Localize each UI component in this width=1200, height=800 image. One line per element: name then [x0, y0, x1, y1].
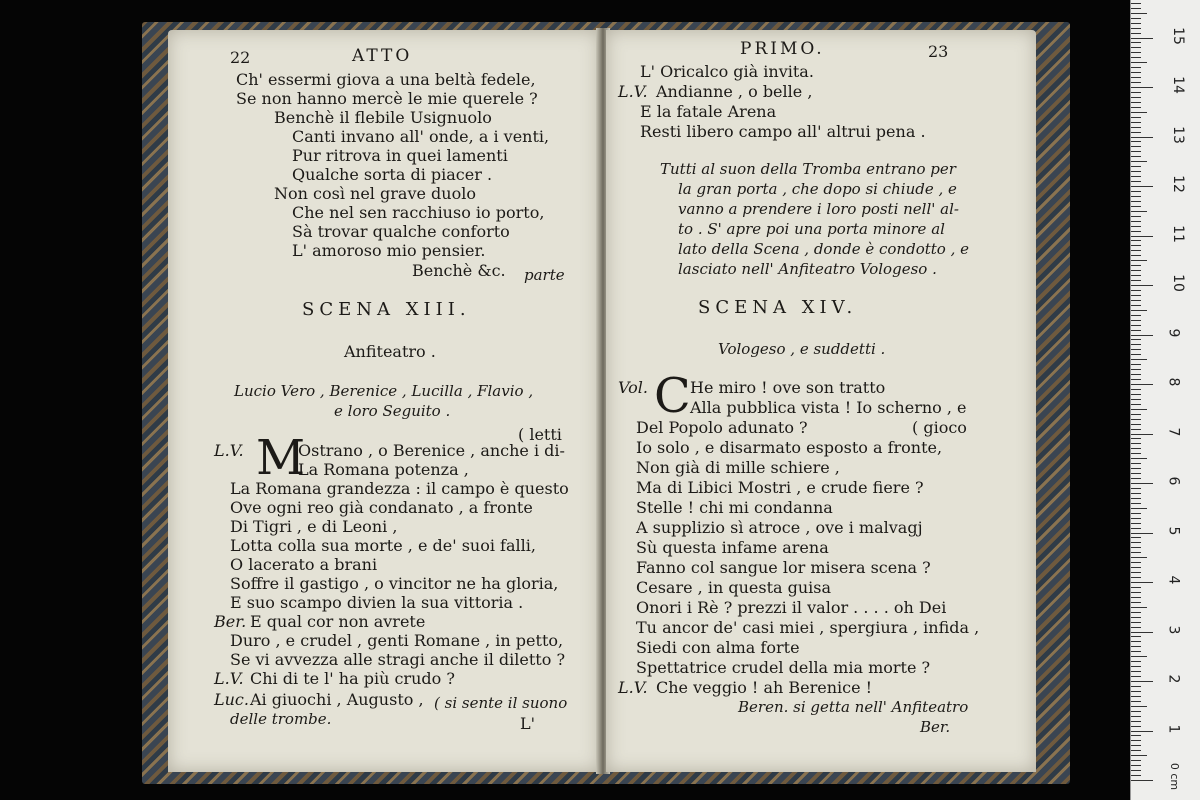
speaker-label: L.V.: [618, 678, 648, 697]
ruler-tick: [1131, 542, 1141, 543]
ruler-tick: [1131, 661, 1141, 662]
speaker-label: L.V.: [214, 669, 244, 688]
ruler-tick: [1131, 335, 1153, 336]
ruler-tick: [1131, 141, 1141, 142]
left-page: [168, 30, 600, 772]
stage-direction: lato della Scena , donde è condotto , e: [678, 240, 969, 258]
ruler-tick: [1131, 176, 1141, 177]
verse-line: Non già di mille schiere ,: [636, 458, 840, 477]
ruler-tick: [1131, 181, 1141, 182]
verse-line: O lacerato a brani: [230, 555, 378, 574]
ruler-tick: [1131, 632, 1153, 633]
ruler-tick: [1131, 231, 1141, 232]
verse-line: Chi di te l' ha più crudo ?: [250, 669, 455, 688]
verse-line: Se vi avvezza alle stragi anche il diletto ?: [230, 650, 566, 669]
ruler-tick: [1131, 137, 1153, 138]
ruler-tick: [1131, 612, 1141, 613]
ruler-tick: [1131, 681, 1153, 682]
ruler-tick: [1131, 627, 1141, 628]
ruler-tick: [1131, 557, 1147, 558]
stage-direction: lasciato nell' Anfiteatro Vologeso .: [678, 260, 937, 278]
ruler-tick: [1131, 463, 1141, 464]
ruler-tick: [1131, 518, 1141, 519]
ruler-tick: [1131, 770, 1141, 771]
ruler-tick: [1131, 28, 1141, 29]
ruler-tick: [1131, 330, 1141, 331]
overflow-word: ( gioco: [912, 418, 967, 437]
ruler-tick: [1131, 151, 1141, 152]
ruler-tick: [1131, 488, 1141, 489]
ruler-number: 7: [1165, 427, 1182, 436]
ruler-tick: [1131, 760, 1141, 761]
verse-line: Pur ritrova in quei lamenti: [292, 146, 508, 165]
verse-line: Alla pubblica vista ! Io scherno , e: [690, 398, 967, 417]
ruler-tick: [1131, 285, 1153, 286]
ruler-tick: [1131, 523, 1141, 524]
ruler-tick: [1131, 775, 1141, 776]
ruler-number: 8: [1165, 377, 1182, 387]
verse-line: Andianne , o belle ,: [656, 82, 813, 101]
verse-line: L' Oricalco già invita.: [640, 62, 814, 81]
ruler-tick: [1131, 87, 1153, 88]
stage-direction: Tutti al suon della Tromba entrano per: [660, 160, 956, 178]
ruler-tick: [1131, 691, 1141, 692]
running-head-right: PRIMO.: [740, 39, 825, 59]
ruler-tick: [1131, 33, 1141, 34]
ruler-tick: [1131, 780, 1153, 781]
ruler-tick: [1131, 290, 1141, 291]
ruler-tick: [1131, 62, 1147, 63]
speaker-label: Ber.: [214, 612, 247, 631]
drop-cap-c: C: [654, 368, 691, 424]
ruler-tick: [1131, 196, 1141, 197]
ruler-tick: [1131, 597, 1141, 598]
ruler-tick: [1131, 587, 1141, 588]
ruler-tick: [1131, 23, 1141, 24]
catchword: Ber.: [920, 718, 951, 736]
ruler-tick: [1131, 646, 1141, 647]
ruler-tick: [1131, 503, 1141, 504]
verse-line: Benchè &c.: [412, 261, 506, 280]
verse-line: Tu ancor de' casi miei , spergiura , infida ,: [636, 618, 980, 637]
ruler-tick: [1131, 211, 1147, 212]
right-page: [606, 30, 1036, 772]
ruler-number: 5: [1165, 526, 1182, 535]
ruler-tick: [1131, 602, 1141, 603]
ruler-tick: [1131, 508, 1147, 509]
ruler-tick: [1131, 52, 1141, 53]
page-number-left: 22: [230, 48, 251, 67]
ruler-tick: [1131, 389, 1141, 390]
ruler-tick: [1131, 448, 1141, 449]
ruler-tick: [1131, 305, 1141, 306]
verse-line: Ai giuochi , Augusto ,: [250, 690, 424, 709]
ruler-number: 6: [1165, 476, 1182, 486]
ruler-tick: [1131, 127, 1141, 128]
stage-direction: la gran porta , che dopo si chiude , e: [678, 180, 957, 198]
verse-line: Onori i Rè ? prezzi il valor . . . . oh Dei: [636, 598, 947, 617]
ruler-tick: [1131, 731, 1153, 732]
ruler-number: 12: [1169, 175, 1186, 193]
verse-line: Io solo , e disarmato esposto a fronte,: [636, 438, 943, 457]
ruler-tick: [1131, 201, 1141, 202]
ruler-tick: [1131, 122, 1141, 123]
ruler-tick: [1131, 354, 1141, 355]
catchword: L': [520, 714, 536, 733]
ruler-tick: [1131, 636, 1141, 637]
ruler-tick: [1131, 240, 1141, 241]
ruler-tick: [1131, 617, 1141, 618]
ruler-tick: [1131, 325, 1141, 326]
verse-line: Ove ogni reo già condanato , a fronte: [230, 498, 533, 517]
ruler-tick: [1131, 483, 1153, 484]
ruler-tick: [1131, 102, 1141, 103]
character-list: Lucio Vero , Berenice , Lucilla , Flavio ,: [234, 382, 534, 400]
ruler-tick: [1131, 374, 1141, 375]
ruler-tick: [1131, 701, 1141, 702]
ruler-tick: [1131, 671, 1141, 672]
ruler-tick: [1131, 191, 1141, 192]
verse-line: E suo scampo divien la sua vittoria .: [230, 593, 524, 612]
ruler-tick: [1131, 686, 1141, 687]
ruler-number: 15: [1169, 26, 1186, 45]
ruler-tick: [1131, 42, 1141, 43]
ruler-tick: [1131, 132, 1141, 133]
verse-line: Canti invano all' onde, a i venti,: [292, 127, 550, 146]
ruler-tick: [1131, 443, 1141, 444]
ruler-tick: [1131, 216, 1141, 217]
ruler-tick: [1131, 498, 1141, 499]
verse-line: Ostrano , o Berenice , anche i di-: [298, 441, 565, 460]
ruler-tick: [1131, 750, 1141, 751]
ruler-tick: [1131, 38, 1153, 39]
ruler-tick: [1131, 651, 1141, 652]
ruler-tick: [1131, 349, 1141, 350]
ruler-tick: [1131, 260, 1147, 261]
ruler-tick: [1131, 280, 1141, 281]
verse-line: Soffre il gastigo , o vincitor ne ha gloria,: [230, 574, 559, 593]
ruler-number: 13: [1169, 125, 1186, 144]
ruler-tick: [1131, 533, 1153, 534]
ruler-tick: [1131, 562, 1141, 563]
speaker-label: Luc.: [214, 690, 249, 709]
ruler-tick: [1131, 77, 1141, 78]
ruler-tick: [1131, 186, 1153, 187]
ruler-tick: [1131, 339, 1141, 340]
page-number-right: 23: [928, 42, 949, 61]
ruler-tick: [1131, 740, 1141, 741]
ruler-tick: [1131, 537, 1141, 538]
ruler-tick: [1131, 755, 1147, 756]
ruler-tick: [1131, 696, 1141, 697]
ruler-tick: [1131, 414, 1141, 415]
ruler-tick: [1131, 13, 1147, 14]
verse-line: Che veggio ! ah Berenice !: [656, 678, 873, 697]
scene-heading-xiii: SCENA XIII.: [302, 299, 471, 320]
measurement-ruler: [1130, 0, 1200, 800]
verse-line: Benchè il flebile Usignuolo: [274, 108, 492, 127]
verse-line: L' amoroso mio pensier.: [292, 241, 486, 260]
ruler-tick: [1131, 3, 1141, 4]
verse-line: Duro , e crudel , genti Romane , in petto,: [230, 631, 564, 650]
ruler-tick: [1131, 409, 1147, 410]
ruler-tick: [1131, 275, 1141, 276]
ruler-tick: [1131, 250, 1141, 251]
verse-line: Spettatrice crudel della mia morte ?: [636, 658, 931, 677]
ruler-tick: [1131, 67, 1141, 68]
ruler-tick: [1131, 434, 1153, 435]
ruler-tick: [1131, 166, 1141, 167]
stage-direction: delle trombe.: [230, 710, 332, 728]
ruler-tick: [1131, 379, 1141, 380]
verse-line: Sù questa infame arena: [636, 538, 829, 557]
verse-line: Fanno col sangue lor misera scena ?: [636, 558, 931, 577]
ruler-tick: [1131, 547, 1141, 548]
ruler-tick: [1131, 404, 1141, 405]
ruler-tick: [1131, 255, 1141, 256]
verse-line: Di Tigri , e di Leoni ,: [230, 517, 398, 536]
ruler-number: 2: [1165, 674, 1182, 684]
ruler-tick: [1131, 92, 1141, 93]
ruler-tick: [1131, 394, 1141, 395]
ruler-tick: [1131, 438, 1141, 439]
ruler-tick: [1131, 706, 1147, 707]
ruler-number: 14: [1169, 76, 1186, 94]
ruler-tick: [1131, 245, 1141, 246]
verse-line: Del Popolo adunato ?: [636, 418, 808, 437]
ruler-tick: [1131, 265, 1141, 266]
verse-line: Sà trovar qualche conforto: [292, 222, 510, 241]
ruler-number: 11: [1169, 224, 1186, 243]
ruler-tick: [1131, 656, 1147, 657]
ruler-number: 0 cm: [1168, 762, 1182, 791]
speaker-label: L.V.: [618, 82, 648, 101]
ruler-tick: [1131, 607, 1147, 608]
ruler-tick: [1131, 161, 1147, 162]
ruler-tick: [1131, 429, 1141, 430]
ruler-tick: [1131, 364, 1141, 365]
ruler-tick: [1131, 97, 1141, 98]
verse-line: Se non hanno mercè le mie querele ?: [236, 89, 538, 108]
ruler-tick: [1131, 567, 1141, 568]
ruler-tick: [1131, 478, 1141, 479]
ruler-tick: [1131, 270, 1141, 271]
ruler-tick: [1131, 458, 1147, 459]
ruler-tick: [1131, 528, 1141, 529]
ruler-tick: [1131, 582, 1153, 583]
verse-line: La Romana potenza ,: [298, 460, 469, 479]
ruler-tick: [1131, 369, 1141, 370]
verse-line: Siedi con alma forte: [636, 638, 800, 657]
ruler-tick: [1131, 82, 1141, 83]
ruler-tick: [1131, 295, 1141, 296]
ruler-tick: [1131, 745, 1141, 746]
ruler-number: 1: [1165, 724, 1182, 733]
ruler-tick: [1131, 641, 1141, 642]
scene-setting: Anfiteatro .: [344, 342, 436, 361]
verse-line: Qualche sorta di piacer .: [292, 165, 493, 184]
ruler-tick: [1131, 493, 1141, 494]
stage-direction: vanno a prendere i loro posti nell' al-: [678, 200, 959, 218]
overflow-word: ( letti: [518, 425, 562, 444]
ruler-tick: [1131, 399, 1141, 400]
ruler-tick: [1131, 622, 1141, 623]
stage-direction: to . S' apre poi una porta minore al: [678, 220, 945, 238]
stage-direction: Beren. si getta nell' Anfiteatro: [738, 698, 969, 716]
ruler-tick: [1131, 473, 1141, 474]
ruler-tick: [1131, 117, 1141, 118]
scene-heading-xiv: SCENA XIV.: [698, 297, 858, 318]
verse-line: Lotta colla sua morte , e de' suoi falli,: [230, 536, 536, 555]
verse-line: A supplizio sì atroce , ove i malvagj: [636, 518, 923, 537]
ruler-number: 4: [1165, 575, 1182, 585]
ruler-tick: [1131, 112, 1147, 113]
verse-line: Ch' essermi giova a una beltà fedele,: [236, 70, 536, 89]
ruler-tick: [1131, 8, 1141, 9]
verse-line: Non così nel grave duolo: [274, 184, 476, 203]
verse-line: E la fatale Arena: [640, 102, 777, 121]
speaker-label: L.V.: [214, 441, 244, 460]
ruler-tick: [1131, 171, 1141, 172]
ruler-tick: [1131, 765, 1141, 766]
ruler-tick: [1131, 107, 1141, 108]
ruler-tick: [1131, 236, 1153, 237]
ruler-tick: [1131, 666, 1141, 667]
ruler-tick: [1131, 453, 1141, 454]
ruler-tick: [1131, 57, 1141, 58]
ruler-tick: [1131, 47, 1141, 48]
ruler-number: 3: [1165, 625, 1182, 634]
ruler-tick: [1131, 310, 1147, 311]
ruler-tick: [1131, 359, 1147, 360]
ruler-tick: [1131, 18, 1141, 19]
verse-line: Che nel sen racchiuso io porto,: [292, 203, 545, 222]
ruler-tick: [1131, 468, 1141, 469]
character-list-cont: e loro Seguito .: [334, 402, 451, 420]
ruler-tick: [1131, 226, 1141, 227]
ruler-tick: [1131, 72, 1141, 73]
ruler-tick: [1131, 577, 1141, 578]
ruler-tick: [1131, 206, 1141, 207]
character-list: Vologeso , e suddetti .: [718, 340, 886, 358]
ruler-tick: [1131, 676, 1141, 677]
verse-line: La Romana grandezza : il campo è questo: [230, 479, 569, 498]
ruler-tick: [1131, 221, 1141, 222]
ruler-tick: [1131, 552, 1141, 553]
stage-direction-parte: parte: [524, 266, 565, 284]
drop-cap-m: M: [256, 430, 306, 486]
ruler-tick: [1131, 592, 1141, 593]
ruler-tick: [1131, 424, 1141, 425]
ruler-tick: [1131, 315, 1141, 316]
ruler-tick: [1131, 572, 1141, 573]
speaker-label: Vol.: [618, 378, 648, 397]
stage-direction: ( si sente il suono: [434, 694, 568, 712]
verse-line: He miro ! ove son tratto: [690, 378, 886, 397]
ruler-tick: [1131, 419, 1141, 420]
ruler-tick: [1131, 384, 1153, 385]
ruler-tick: [1131, 156, 1141, 157]
ruler-number: 9: [1165, 328, 1182, 337]
ruler-tick: [1131, 726, 1141, 727]
ruler-tick: [1131, 300, 1141, 301]
ruler-tick: [1131, 721, 1141, 722]
ruler-tick: [1131, 146, 1141, 147]
ruler-tick: [1131, 320, 1141, 321]
ruler-tick: [1131, 513, 1141, 514]
verse-line: Ma di Libici Mostri , e crude fiere ?: [636, 478, 924, 497]
ruler-number: 10: [1169, 274, 1186, 292]
verse-line: Resti libero campo all' altrui pena .: [640, 122, 926, 141]
ruler-tick: [1131, 344, 1141, 345]
verse-line: Stelle ! chi mi condanna: [636, 498, 833, 517]
verse-line: E qual cor non avrete: [250, 612, 426, 631]
verse-line: Cesare , in questa guisa: [636, 578, 832, 597]
ruler-tick: [1131, 711, 1141, 712]
running-head-left: ATTO: [352, 46, 413, 66]
ruler-tick: [1131, 735, 1141, 736]
ruler-tick: [1131, 716, 1141, 717]
